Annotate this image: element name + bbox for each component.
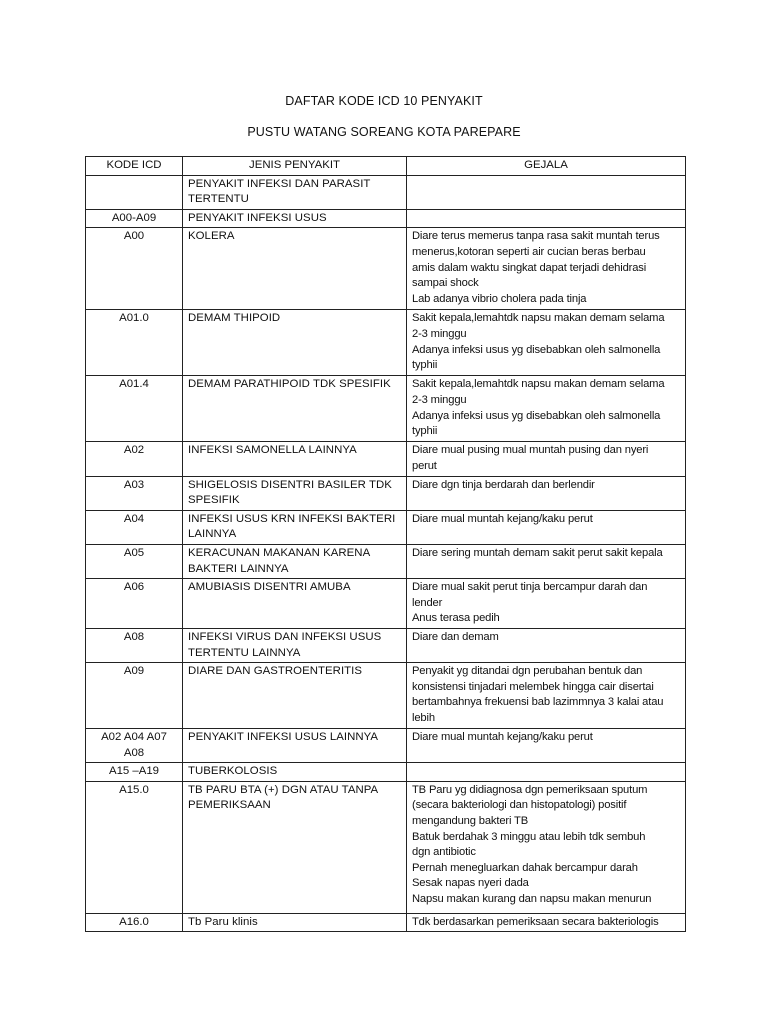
table-row	[86, 663, 686, 729]
table-row	[86, 579, 686, 629]
cell-jenis-penyakit: TB PARU BTA (+) DGN ATAU TANPA PEMERIKSAAN	[183, 781, 407, 913]
cell-kode-icd: A01.4	[86, 376, 183, 442]
table-row	[86, 442, 686, 476]
cell-kode-icd: A15 –A19	[86, 763, 183, 782]
table-row	[86, 376, 686, 442]
cell-jenis-penyakit: AMUBIASIS DISENTRI AMUBA	[183, 579, 407, 629]
cell-gejala	[407, 209, 686, 228]
cell-kode-icd: A01.0	[86, 310, 183, 376]
cell-kode-icd: A00-A09	[86, 209, 183, 228]
cell-gejala	[407, 175, 686, 209]
header-gejala: GEJALA	[407, 157, 686, 176]
cell-jenis-penyakit: TUBERKOLOSIS	[183, 763, 407, 782]
cell-gejala: Tdk berdasarkan pemeriksaan secara bakteriologis	[407, 913, 686, 932]
table-header-row	[86, 157, 686, 176]
cell-gejala: Sakit kepala,lemahtdk napsu makan demam selama 2-3 minggu Adanya infeksi usus yg disebabkan oleh salmonella typhii	[407, 376, 686, 442]
cell-gejala	[407, 763, 686, 782]
cell-jenis-penyakit: SHIGELOSIS DISENTRI BASILER TDK SPESIFIK	[183, 476, 407, 510]
table-row	[86, 544, 686, 578]
table-row	[86, 228, 686, 310]
cell-jenis-penyakit: KOLERA	[183, 228, 407, 310]
table-row	[86, 310, 686, 376]
cell-jenis-penyakit: DEMAM THIPOID	[183, 310, 407, 376]
table-row	[86, 763, 686, 782]
table-row	[86, 628, 686, 662]
table-row	[86, 209, 686, 228]
table-row	[86, 175, 686, 209]
cell-jenis-penyakit: PENYAKIT INFEKSI USUS	[183, 209, 407, 228]
table-row	[86, 476, 686, 510]
header-jenis-penyakit: JENIS PENYAKIT	[183, 157, 407, 176]
table-row	[86, 729, 686, 763]
cell-kode-icd	[86, 175, 183, 209]
cell-jenis-penyakit: INFEKSI VIRUS DAN INFEKSI USUS TERTENTU LAINNYA	[183, 628, 407, 662]
cell-kode-icd: A08	[86, 628, 183, 662]
cell-gejala: Penyakit yg ditandai dgn perubahan bentuk dan konsistensi tinjadari melembek hingga cair disertai bertambahnya frekuensi bab lazimmnya 3 kalai atau lebih	[407, 663, 686, 729]
cell-gejala: Diare mual muntah kejang/kaku perut	[407, 729, 686, 763]
cell-jenis-penyakit: PENYAKIT INFEKSI USUS LAINNYA	[183, 729, 407, 763]
icd-table	[85, 156, 686, 932]
document-title: DAFTAR KODE ICD 10 PENYAKIT	[285, 94, 483, 108]
cell-kode-icd: A04	[86, 510, 183, 544]
cell-jenis-penyakit: DIARE DAN GASTROENTERITIS	[183, 663, 407, 729]
cell-jenis-penyakit: INFEKSI SAMONELLA LAINNYA	[183, 442, 407, 476]
cell-gejala: Diare mual muntah kejang/kaku perut	[407, 510, 686, 544]
cell-kode-icd: A15.0	[86, 781, 183, 913]
cell-kode-icd: A02	[86, 442, 183, 476]
cell-kode-icd: A00	[86, 228, 183, 310]
cell-kode-icd: A16.0	[86, 913, 183, 932]
table-row	[86, 510, 686, 544]
cell-gejala: Diare sering muntah demam sakit perut sakit kepala	[407, 544, 686, 578]
table-body	[86, 175, 686, 932]
table-row	[86, 781, 686, 913]
cell-kode-icd: A05	[86, 544, 183, 578]
cell-gejala: Sakit kepala,lemahtdk napsu makan demam selama 2-3 minggu Adanya infeksi usus yg disebabkan oleh salmonella typhii	[407, 310, 686, 376]
table-row	[86, 913, 686, 932]
cell-jenis-penyakit: Tb Paru klinis	[183, 913, 407, 932]
cell-kode-icd: A06	[86, 579, 183, 629]
cell-jenis-penyakit: PENYAKIT INFEKSI DAN PARASIT TERTENTU	[183, 175, 407, 209]
cell-kode-icd: A03	[86, 476, 183, 510]
cell-gejala: Diare dan demam	[407, 628, 686, 662]
cell-jenis-penyakit: INFEKSI USUS KRN INFEKSI BAKTERI LAINNYA	[183, 510, 407, 544]
document-subtitle: PUSTU WATANG SOREANG KOTA PAREPARE	[247, 125, 521, 139]
cell-jenis-penyakit: KERACUNAN MAKANAN KARENA BAKTERI LAINNYA	[183, 544, 407, 578]
cell-kode-icd: A02 A04 A07 A08	[86, 729, 183, 763]
cell-gejala: Diare mual sakit perut tinja bercampur darah dan lender Anus terasa pedih	[407, 579, 686, 629]
cell-gejala: Diare mual pusing mual muntah pusing dan nyeri perut	[407, 442, 686, 476]
cell-gejala: TB Paru yg didiagnosa dgn pemeriksaan sputum (secara bakteriologi dan histopatologi) positif mengandung bakteri TB Batuk berdahak 3 minggu atau lebih tdk sembuh dgn antibiotic Pernah menegluarkan dahak bercampur darah Sesak napas nyeri dada Napsu makan kurang dan napsu makan menurun	[407, 781, 686, 913]
header-kode-icd: KODE ICD	[86, 157, 183, 176]
cell-gejala: Diare terus memerus tanpa rasa sakit muntah terus menerus,kotoran seperti air cucian beras berbau amis dalam waktu singkat dapat terjadi dehidrasi sampai shock Lab adanya vibrio cholera pada tinja	[407, 228, 686, 310]
cell-jenis-penyakit: DEMAM PARATHIPOID TDK SPESIFIK	[183, 376, 407, 442]
cell-kode-icd: A09	[86, 663, 183, 729]
cell-gejala: Diare dgn tinja berdarah dan berlendir	[407, 476, 686, 510]
